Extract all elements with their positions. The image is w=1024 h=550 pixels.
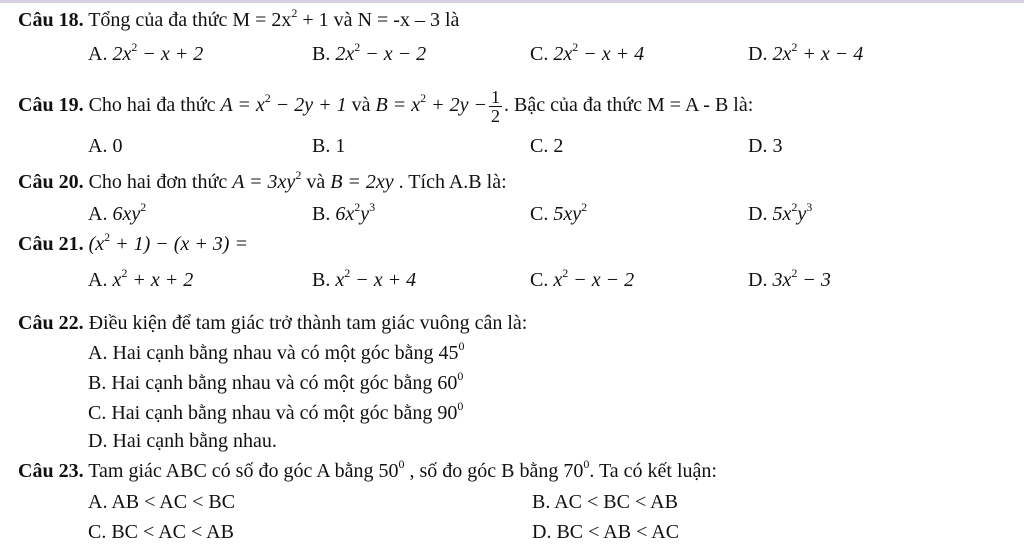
option-b-sup: 2: [354, 40, 361, 54]
option-a-expr-2: + x + 2: [127, 269, 194, 291]
option-d-label: D.: [748, 269, 768, 291]
question-21-option-b: [312, 268, 416, 292]
option-b-expr-2: y: [360, 203, 370, 225]
poly-a: A = x: [220, 94, 265, 117]
question-23-text-3: . Ta có kết luận:: [589, 460, 717, 482]
option-c-expr: 2x: [553, 43, 573, 65]
option-a-sup: 2: [131, 40, 138, 54]
option-d-sup-2: 3: [806, 200, 813, 214]
option-c-label: C.: [530, 269, 549, 291]
option-c-label: C.: [530, 203, 549, 225]
question-19-text-3: . Bậc của đa thức M = A - B là:: [503, 94, 754, 117]
option-a-label: A.: [88, 269, 108, 291]
option-b-text: B. Hai cạnh bằng nhau và có một góc bằng 60: [88, 372, 458, 394]
option-a-label: A.: [88, 203, 108, 225]
question-19-option-b: B. 1: [312, 135, 346, 157]
option-a-expr-2: − x + 2: [137, 43, 204, 65]
question-18: [18, 8, 459, 32]
option-d-label: D.: [748, 203, 768, 225]
question-22: [18, 311, 527, 335]
option-d-expr-2: + x − 4: [797, 43, 864, 65]
question-20: [18, 170, 507, 194]
question-21-option-d: [748, 268, 831, 292]
question-23-option-c: C. BC < AC < AB: [88, 521, 234, 543]
question-22-option-b: [88, 371, 463, 395]
question-18-option-b: [312, 42, 426, 66]
option-b-label: B.: [312, 269, 331, 291]
question-23-degree-1: 0: [398, 457, 405, 471]
expression-sup: 2: [104, 230, 111, 244]
question-22-option-a: [88, 341, 464, 365]
question-23-option-d: D. BC < AB < AC: [532, 521, 680, 543]
option-c-sup: 2: [562, 266, 569, 280]
question-23-text-1: Tam giác ABC có số đo góc A bằng 50: [83, 460, 399, 482]
option-a-expr: x: [112, 269, 122, 291]
option-b-sup: 2: [344, 266, 351, 280]
option-a-expr: 6xy: [112, 203, 141, 225]
question-20-option-b: [312, 202, 375, 226]
question-19-text-1: Cho hai đa thức: [83, 94, 221, 117]
option-d-sup: 2: [791, 40, 798, 54]
question-22-label: Câu 22.: [18, 312, 84, 334]
question-22-option-d: D. Hai cạnh bằng nhau.: [88, 430, 277, 452]
option-b-expr: 2x: [335, 43, 355, 65]
option-b-label: B.: [312, 203, 331, 225]
option-c-degree: 0: [457, 399, 464, 413]
question-19-label: Câu 19.: [18, 94, 84, 117]
option-d-expr-2: y: [797, 203, 807, 225]
question-18-option-d: [748, 42, 863, 66]
question-20-option-d: [748, 202, 812, 226]
question-18-option-a: [88, 42, 203, 66]
poly-a-sup: 2: [264, 91, 271, 106]
question-19-option-c: C. 2: [530, 135, 564, 157]
question-23-label: Câu 23.: [18, 460, 84, 482]
question-23-degree-2: 0: [583, 457, 590, 471]
option-b-expr-2: − x + 4: [350, 269, 417, 291]
expression: (x: [88, 233, 105, 255]
question-19-text-2: và: [346, 94, 376, 117]
option-b-sup-2: 3: [369, 200, 376, 214]
option-a-text: A. Hai cạnh bằng nhau và có một góc bằng 45: [88, 342, 459, 364]
question-20-option-a: [88, 202, 146, 226]
question-21: [18, 232, 248, 256]
question-23-option-b: B. AC < BC < AB: [532, 491, 678, 513]
question-22-option-c: [88, 401, 463, 425]
question-23: [18, 459, 717, 483]
option-d-expr: 5x: [772, 203, 792, 225]
question-23-option-a: A. AB < AC < BC: [88, 491, 236, 513]
question-22-text: Điều kiện để tam giác trở thành tam giác vuông cân là:: [83, 312, 528, 334]
fraction-denominator: 2: [490, 106, 500, 126]
monomial-a: A = 3xy: [232, 171, 296, 193]
question-21-label: Câu 21.: [18, 233, 84, 255]
option-d-sup: 2: [791, 266, 798, 280]
option-b-sup: 2: [354, 200, 361, 214]
option-c-text: C. Hai cạnh bằng nhau và có một góc bằng 90: [88, 402, 458, 424]
option-d-expr: 2x: [772, 43, 792, 65]
question-20-option-c: [530, 202, 587, 226]
poly-a-2: − 2y + 1: [270, 94, 347, 117]
question-20-text-2: và: [301, 171, 331, 193]
option-a-sup: 2: [121, 266, 128, 280]
question-19-option-d: D. 3: [748, 135, 783, 157]
option-b-degree: 0: [457, 369, 464, 383]
option-d-expr-2: − 3: [797, 269, 831, 291]
question-18-label: Câu 18.: [18, 9, 84, 31]
option-a-sup: 2: [140, 200, 147, 214]
expression-2: + 1) − (x + 3) =: [110, 233, 248, 255]
option-a-degree: 0: [458, 339, 465, 353]
monomial-b: B = 2xy: [330, 171, 394, 193]
option-c-sup: 2: [581, 200, 588, 214]
poly-b-2: + 2y −: [426, 94, 487, 117]
option-b-expr: x: [335, 269, 345, 291]
poly-b: B = x: [375, 94, 421, 117]
option-d-sup: 2: [791, 200, 798, 214]
monomial-a-sup: 2: [295, 168, 302, 182]
question-18-sup: 2: [291, 6, 298, 20]
question-18-text-2: + 1 và N = -x – 3 là: [297, 9, 460, 31]
option-c-expr: x: [553, 269, 563, 291]
option-a-label: A.: [88, 43, 108, 65]
question-21-option-c: [530, 268, 634, 292]
question-21-option-a: [88, 268, 193, 292]
option-c-expr-2: − x − 2: [568, 269, 635, 291]
question-20-text-3: . Tích A.B là:: [393, 171, 507, 193]
option-d-expr: 3x: [772, 269, 792, 291]
option-c-sup: 2: [572, 40, 579, 54]
option-b-expr-2: − x − 2: [360, 43, 427, 65]
top-border: [0, 0, 1024, 3]
option-c-expr: 5xy: [553, 203, 582, 225]
question-18-text-1: Tổng của đa thức M = 2x: [88, 9, 292, 31]
option-b-label: B.: [312, 43, 331, 65]
fraction-one-half: [489, 88, 502, 125]
question-20-label: Câu 20.: [18, 171, 84, 193]
question-18-option-c: [530, 42, 644, 66]
question-19-option-a: A. 0: [88, 135, 123, 157]
option-c-expr-2: − x + 4: [578, 43, 645, 65]
poly-b-sup: 2: [420, 91, 427, 106]
option-a-expr: 2x: [112, 43, 132, 65]
question-20-text-1: Cho hai đơn thức: [83, 171, 233, 193]
option-c-label: C.: [530, 43, 549, 65]
question-19: [18, 88, 753, 125]
option-d-label: D.: [748, 43, 768, 65]
option-b-expr: 6x: [335, 203, 355, 225]
question-23-text-2: , số đo góc B bằng 70: [404, 460, 584, 482]
fraction-numerator: 1: [490, 87, 500, 107]
